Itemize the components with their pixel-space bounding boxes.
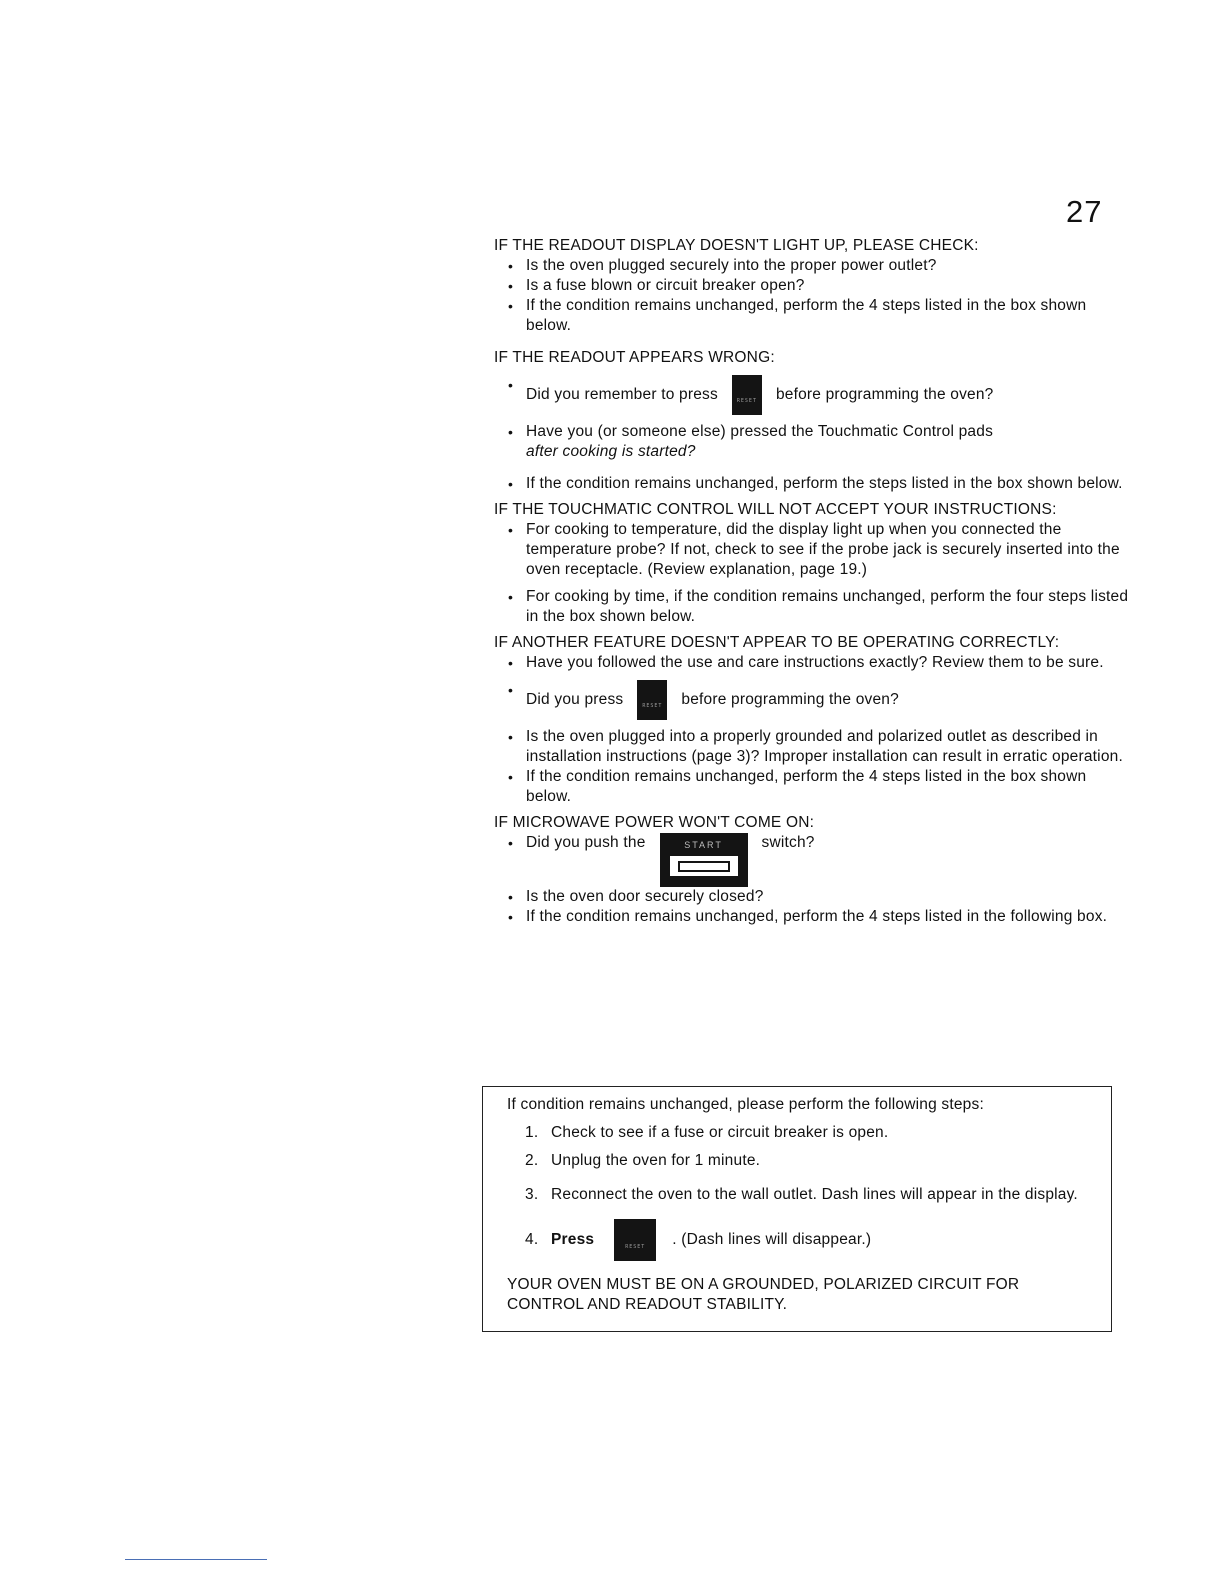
- list-item: • Have you followed the use and care instructions exactly? Review them to be sure.: [508, 653, 1134, 673]
- list-item: • Is the oven door securely closed?: [508, 887, 1134, 907]
- step-number: 4.: [525, 1231, 539, 1248]
- list-item: • If the condition remains unchanged, perform the steps listed in the box shown below.: [508, 474, 1134, 494]
- step-text: Unplug the oven for 1 minute.: [551, 1152, 761, 1169]
- section-heading-feature: IF ANOTHER FEATURE DOESN'T APPEAR TO BE OPERATING CORRECTLY:: [494, 634, 1060, 651]
- step-text: Check to see if a fuse or circuit breaker is open.: [551, 1124, 889, 1141]
- step-item: [525, 1185, 1097, 1205]
- list-item-inline-row: [526, 833, 1134, 887]
- list-item-text: switch?: [761, 834, 815, 851]
- step-text: . (Dash lines will disappear.): [672, 1231, 872, 1248]
- section-list-microwave: [494, 833, 1134, 927]
- section-list-readout: [494, 375, 1134, 494]
- step-number: 2.: [525, 1152, 539, 1169]
- list-item: • If the condition remains unchanged, perform the 4 steps listed in the box shown below.: [508, 767, 1134, 807]
- list-item: • Is the oven plugged securely into the proper power outlet?: [508, 256, 1134, 276]
- reset-steps-box: [482, 1086, 1112, 1332]
- list-item: • Is the oven plugged into a properly grounded and polarized outlet as described in installation instructions (page 3)? Improper installation can result in erratic operation.: [508, 727, 1134, 767]
- list-item: [508, 375, 1134, 415]
- start-switch-frame: [667, 853, 741, 879]
- list-item-inline-row: [526, 680, 1134, 720]
- reset-pad-icon: [637, 680, 667, 720]
- list-item: [508, 680, 1134, 720]
- start-switch-label: START: [684, 840, 723, 850]
- section-heading-readout: IF THE READOUT APPEARS WRONG:: [494, 349, 775, 366]
- start-switch-icon: [660, 833, 748, 887]
- box-intro: If condition remains unchanged, please perform the following steps:: [507, 1096, 984, 1113]
- list-item-text: • Did you press: [526, 691, 624, 708]
- section-list-touchmatic: [494, 520, 1134, 627]
- step-number: 1.: [525, 1124, 539, 1141]
- section-heading-display: IF THE READOUT DISPLAY DOESN'T LIGHT UP, PLEASE CHECK:: [494, 237, 979, 254]
- step-item: [525, 1123, 1097, 1143]
- reset-pad-label: RESET: [625, 1244, 646, 1250]
- step-item: [525, 1151, 1097, 1171]
- steps-list: [507, 1123, 1097, 1261]
- list-item-text: Have you (or someone else) pressed the Touchmatic Control pads: [526, 423, 994, 440]
- page-number: 27: [1066, 194, 1103, 229]
- footer-rule: [125, 1559, 267, 1560]
- reset-pad-icon: [732, 375, 762, 415]
- list-item-text: before programming the oven?: [681, 691, 899, 708]
- step-text-row: [551, 1219, 1097, 1261]
- list-item: • For cooking to temperature, did the display light up when you connected the temperature probe? If not, check to see if the probe jack is securely inserted into the oven receptacle. (Review explanation, page 19.): [508, 520, 1134, 580]
- reset-pad-label: RESET: [736, 398, 757, 404]
- list-item: • For cooking by time, if the condition remains unchanged, perform the four steps listed in the box shown below.: [508, 587, 1134, 627]
- section-heading-touchmatic: IF THE TOUCHMATIC CONTROL WILL NOT ACCEPT YOUR INSTRUCTIONS:: [494, 501, 1057, 518]
- list-item-text: before programming the oven?: [775, 386, 994, 403]
- list-item-inline-row: [526, 375, 1134, 415]
- list-item-text: • Did you push the: [526, 834, 646, 851]
- step-press-text: Press: [551, 1231, 595, 1248]
- section-list-feature: [494, 653, 1134, 807]
- list-item: [508, 422, 1134, 462]
- list-item-text: • Did you remember to press: [526, 386, 718, 403]
- step-item: [525, 1219, 1097, 1261]
- list-item: • If the condition remains unchanged, perform the 4 steps listed in the box shown below.: [508, 296, 1134, 336]
- reset-pad-icon: [614, 1219, 656, 1261]
- list-item: • Is a fuse blown or circuit breaker open?: [508, 276, 1134, 296]
- list-item: [508, 833, 1134, 887]
- step-number: 3.: [525, 1186, 539, 1203]
- section-list-display: [494, 256, 1134, 336]
- section-heading-microwave: IF MICROWAVE POWER WON'T COME ON:: [494, 814, 815, 831]
- step-text: Reconnect the oven to the wall outlet. Dash lines will appear in the display.: [551, 1186, 1078, 1203]
- grounding-warning: YOUR OVEN MUST BE ON A GROUNDED, POLARIZED CIRCUIT FOR CONTROL AND READOUT STABILITY.: [507, 1276, 1020, 1313]
- reset-pad-label: RESET: [642, 703, 663, 709]
- troubleshooting-content: [494, 236, 1134, 927]
- list-item-italic-text: after cooking is started?: [526, 443, 696, 460]
- list-item: • If the condition remains unchanged, perform the 4 steps listed in the following box.: [508, 907, 1134, 927]
